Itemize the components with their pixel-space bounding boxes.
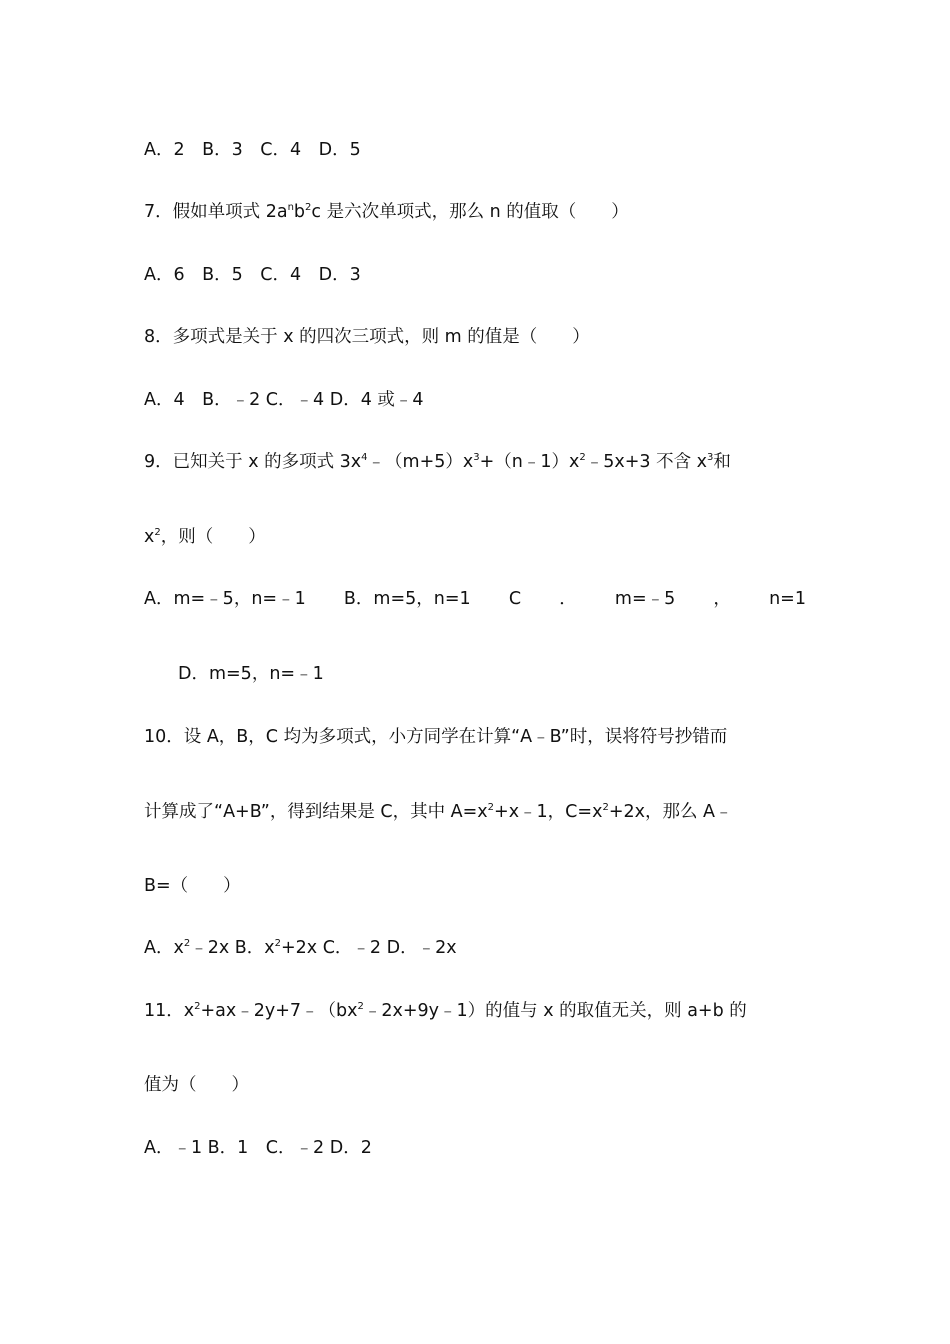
q11-question-cont: 值为（ ） — [144, 1075, 249, 1095]
q9-options: A．m=﹣5，n=﹣1 B．m=5，n=1 C ． m=﹣5 ， n=1 — [144, 589, 806, 609]
q10-options: A．$x^2﹣2x$ B．$x^2+2x$ C．﹣2 D．﹣2x — [144, 938, 457, 958]
q11-question: 11．$x^2+ax﹣2y+7﹣(bx^2﹣2x+9y﹣1)$的值与 x 的取值无关，则 a+b 的 — [144, 1001, 747, 1021]
q10-question-cont: 计算成了“A+B”，得到结果是 C，其中 $A=x^2+x﹣1$，$C=x^2+2x$，那么 A﹣ — [144, 802, 733, 822]
q7-question: 7．假如单项式 $2a^nb^2c$ 是六次单项式，那么 n 的值取（ ） — [144, 202, 629, 222]
q6-options: A．2 B．3 C．4 D．5 — [144, 140, 361, 160]
q8-question: 8．多项式是关于 x 的四次三项式，则 m 的值是（ ） — [144, 327, 590, 347]
q8-options: A．4 B．﹣2 C．﹣4 D．4 或﹣4 — [144, 390, 424, 410]
q9-question-cont: $x^2$，则（ ） — [144, 527, 266, 547]
q9-option-d: D．m=5，n=﹣1 — [178, 664, 324, 684]
q7-options: A．6 B．5 C．4 D．3 — [144, 265, 361, 285]
q11-options: A．﹣1 B．1 C．﹣2 D．2 — [144, 1138, 372, 1158]
q9-question: 9．已知关于 x 的多项式 $3x^4﹣(m+5)x^3+(n﹣1)x^2﹣5x+3$ 不含 $x^3$和 — [144, 452, 731, 472]
q10-question-end: B=（ ） — [144, 876, 241, 896]
q10-question: 10．设 A，B，C 均为多项式，小方同学在计算“A﹣B”时，误将符号抄错而 — [144, 727, 728, 747]
